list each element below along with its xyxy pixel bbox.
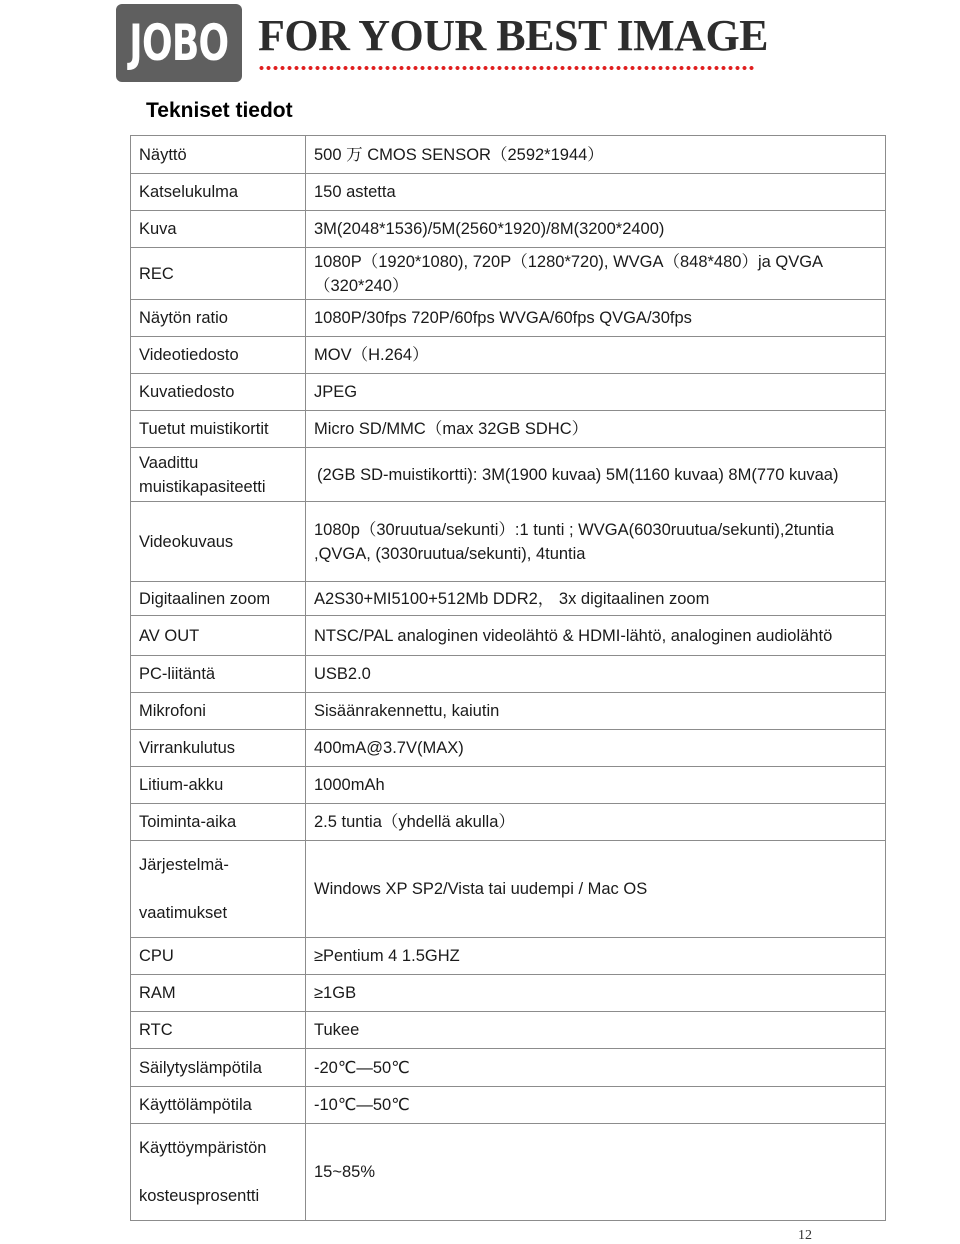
page-number: 12 — [798, 1228, 812, 1243]
table-row — [131, 248, 886, 300]
spec-label: REC — [131, 248, 306, 300]
logo-text: JOBO — [129, 14, 229, 72]
spec-label: Katselukulma — [131, 174, 306, 211]
spec-value: 1080P（1920*1080), 720P（1280*720), WVGA（848*480）ja QVGA（320*240） — [306, 248, 886, 300]
spec-value: 1080P/30fps 720P/60fps WVGA/60fps QVGA/30fps — [306, 300, 886, 337]
table-row — [131, 136, 886, 174]
spec-label: Videokuvaus — [131, 502, 306, 582]
spec-value: Sisäänrakennettu, kaiutin — [306, 693, 886, 730]
spec-value: 1080p（30ruutua/sekunti）:1 tunti ; WVGA(6030ruutua/sekunti),2tuntia ,QVGA, (3030ruutua/sekunti), 4tuntia — [306, 502, 886, 582]
spec-label-line: Järjestelmä- — [139, 856, 229, 874]
spec-value: MOV（H.264） — [306, 337, 886, 374]
spec-value: 3M(2048*1536)/5M(2560*1920)/8M(3200*2400) — [306, 211, 886, 248]
table-row — [131, 938, 886, 975]
spec-label: Digitaalinen zoom — [131, 582, 306, 616]
table-row — [131, 656, 886, 693]
table-row — [131, 767, 886, 804]
table-row — [131, 1012, 886, 1049]
spec-label: Litium-akku — [131, 767, 306, 804]
spec-label: Toiminta-aika — [131, 804, 306, 841]
table-row — [131, 730, 886, 767]
spec-label — [131, 841, 306, 938]
spec-label: Kuvatiedosto — [131, 374, 306, 411]
spec-label: PC-liitäntä — [131, 656, 306, 693]
spec-label: Virrankulutus — [131, 730, 306, 767]
spec-label: CPU — [131, 938, 306, 975]
spec-label: Kuva — [131, 211, 306, 248]
table-row — [131, 1049, 886, 1087]
slogan: FOR YOUR BEST IMAGE — [258, 11, 769, 60]
table-row — [131, 502, 886, 582]
table-row — [131, 841, 886, 938]
spec-label: Mikrofoni — [131, 693, 306, 730]
spec-value: 1000mAh — [306, 767, 886, 804]
table-row — [131, 300, 886, 337]
table-row — [131, 975, 886, 1012]
spec-value: Tukee — [306, 1012, 886, 1049]
table-row — [131, 804, 886, 841]
table-row — [131, 582, 886, 616]
table-row — [131, 174, 886, 211]
table-row — [131, 411, 886, 448]
spec-value: -10℃—50℃ — [306, 1087, 886, 1124]
spec-label: RTC — [131, 1012, 306, 1049]
spec-label: Videotiedosto — [131, 337, 306, 374]
spec-value: (2GB SD-muistikortti): 3M(1900 kuvaa) 5M(1160 kuvaa) 8M(770 kuvaa) — [306, 448, 886, 502]
spec-value: 150 astetta — [306, 174, 886, 211]
spec-value: ≥Pentium 4 1.5GHZ — [306, 938, 886, 975]
spec-value: USB2.0 — [306, 656, 886, 693]
spec-label: AV OUT — [131, 616, 306, 656]
spec-label: Käyttölämpötila — [131, 1087, 306, 1124]
spec-label: Vaadittu muistikapasiteetti — [131, 448, 306, 502]
spec-value: 500 万 CMOS SENSOR（2592*1944） — [306, 136, 886, 174]
spec-value: A2S30+MI5100+512Mb DDR2， 3x digitaalinen zoom — [306, 582, 886, 616]
table-row — [131, 1124, 886, 1221]
table-row — [131, 616, 886, 656]
spec-value: JPEG — [306, 374, 886, 411]
spec-value: 15~85% — [306, 1124, 886, 1221]
spec-label — [131, 1124, 306, 1221]
dotted-underline — [258, 65, 754, 71]
spec-label: RAM — [131, 975, 306, 1012]
spec-value: 400mA@3.7V(MAX) — [306, 730, 886, 767]
spec-value: -20℃—50℃ — [306, 1049, 886, 1087]
spec-label-line: Käyttöympäristön — [139, 1139, 267, 1157]
spec-value: NTSC/PAL analoginen videolähtö & HDMI-lähtö, analoginen audiolähtö — [306, 616, 886, 656]
spec-value: ≥1GB — [306, 975, 886, 1012]
spec-label: Säilytyslämpötila — [131, 1049, 306, 1087]
table-row — [131, 374, 886, 411]
spec-value: Windows XP SP2/Vista tai uudempi / Mac OS — [306, 841, 886, 938]
spec-label: Tuetut muistikortit — [131, 411, 306, 448]
spec-table — [130, 135, 886, 1221]
brand-logo — [116, 4, 242, 82]
page-title: Tekniset tiedot — [146, 99, 293, 122]
spec-value: 2.5 tuntia（yhdellä akulla） — [306, 804, 886, 841]
table-row — [131, 1087, 886, 1124]
spec-label-line: vaatimukset — [139, 904, 228, 922]
table-row — [131, 693, 886, 730]
table-row — [131, 211, 886, 248]
spec-value: Micro SD/MMC（max 32GB SDHC） — [306, 411, 886, 448]
table-row — [131, 337, 886, 374]
spec-label: Näytön ratio — [131, 300, 306, 337]
spec-label-line: kosteusprosentti — [139, 1187, 260, 1205]
spec-label: Näyttö — [131, 136, 306, 174]
table-row — [131, 448, 886, 502]
